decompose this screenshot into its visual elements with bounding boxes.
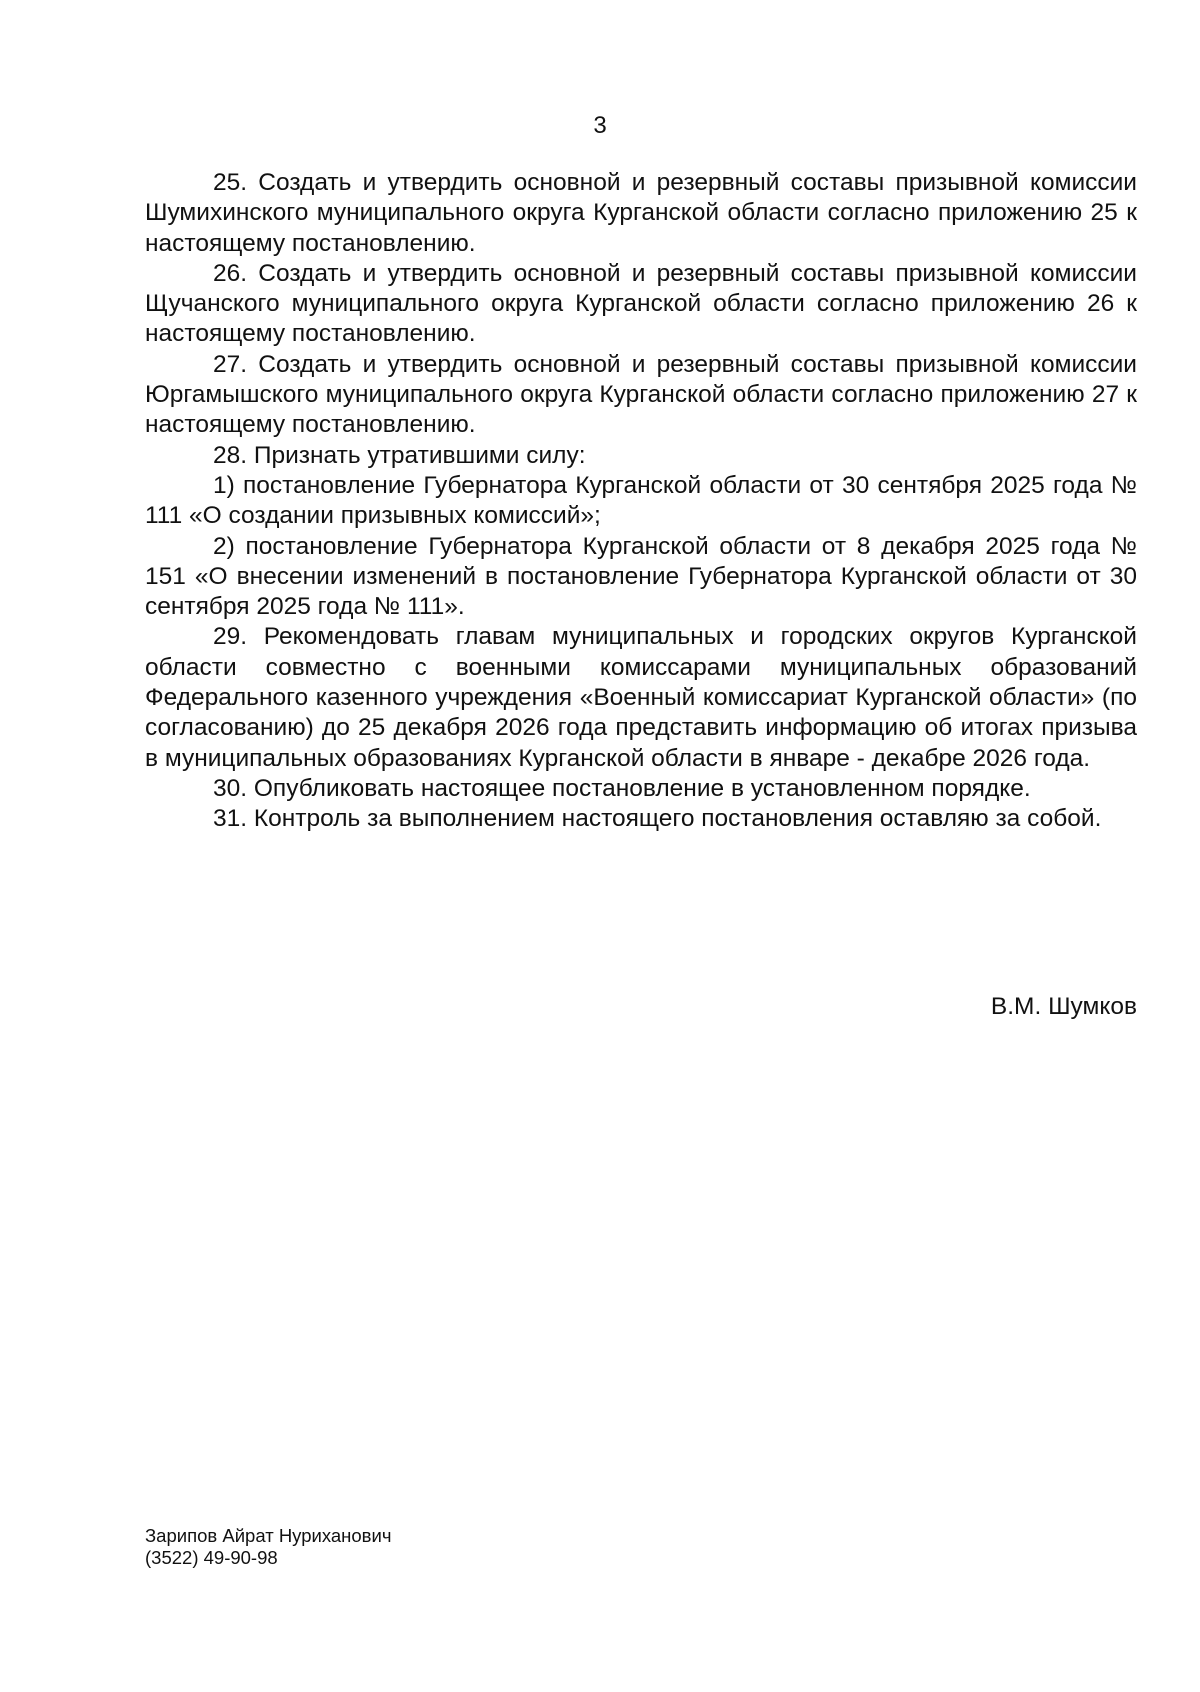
paragraph-28-item-2: 2) постановление Губернатора Курганской области от 8 декабря 2025 года № 151 «О внесении изменений в постановление Губернатора Курганской области от 30 сентября 2025 года № 111».	[145, 532, 1137, 621]
signature-name: В.М. Шумков	[990, 993, 1137, 1020]
paragraph-28: 28. Признать утратившими силу:	[213, 441, 586, 469]
paragraph-29: 29. Рекомендовать главам муниципальных и городских округов Курганской области совместно с военными комиссарами муниципальных образований Федерального казенного учреждения «Военный комиссариат Курганской области» (по согласованию) до 25 декабря 2026 года представить информацию об итогах призыва в муниципальных образованиях Курганской области в январе - декабре 2026 года.	[145, 623, 1137, 772]
page-number: 3	[593, 112, 607, 139]
contact-phone: (3522) 49-90-98	[145, 1547, 278, 1568]
paragraph-31: 31. Контроль за выполнением настоящего постановления оставляю за собой.	[213, 805, 1102, 833]
paragraph-28-item-1: 1) постановление Губернатора Курганской области от 30 сентября 2025 года № 111 «О создании призывных комиссий»;	[145, 471, 1137, 530]
paragraph-30: 30. Опубликовать настоящее постановление в установленном порядке.	[213, 774, 1031, 802]
contact-block	[145, 1525, 391, 1569]
paragraph-26: 26. Создать и утвердить основной и резервный составы призывной комиссии Щучанского муниципального округа Курганской области согласно приложению 26 к настоящему постановлению.	[145, 259, 1137, 348]
paragraph-27: 27. Создать и утвердить основной и резервный составы призывной комиссии Юргамышского муниципального округа Курганской области согласно приложению 27 к настоящему постановлению.	[145, 350, 1137, 439]
paragraph-25: 25. Создать и утвердить основной и резервный составы призывной комиссии Шумихинского муниципального округа Курганской области согласно приложению 25 к настоящему постановлению.	[145, 169, 1137, 257]
contact-name: Зарипов Айрат Нуриханович	[145, 1525, 392, 1546]
document-body	[145, 168, 1137, 835]
